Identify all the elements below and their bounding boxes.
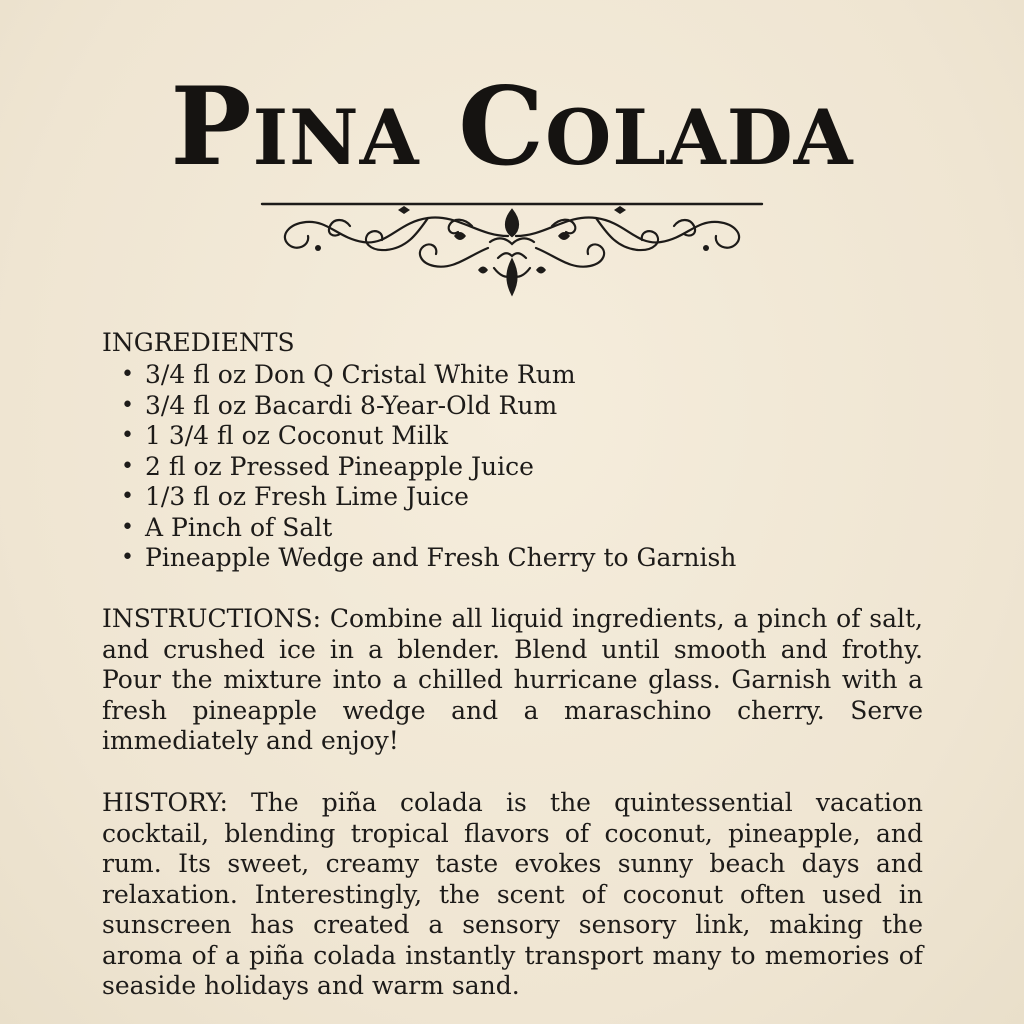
bullet-icon: • [121,423,134,448]
ingredient-text: 1 3/4 fl oz Coconut Milk [145,421,448,450]
ingredient-text: A Pinch of Salt [145,512,333,542]
list-item [102,513,736,544]
ingredients-heading: INGREDIENTS [102,328,295,357]
list-item [102,421,736,452]
ingredient-text: 3/4 fl oz Don Q Cristal White Rum [145,360,576,389]
list-item [102,360,736,391]
list-item [102,391,736,422]
ingredient-text: Pineapple Wedge and Fresh Cherry to Garnish [145,543,737,572]
bullet-icon: • [121,484,134,509]
ingredients-list [102,360,736,574]
ingredient-text: 1/3 fl oz Fresh Lime Juice [145,482,469,511]
ingredient-text: 2 fl oz Pressed Pineapple Juice [145,451,534,481]
bullet-icon: • [121,392,134,418]
bullet-icon: • [121,514,134,540]
list-item [102,482,736,513]
bullet-icon: • [121,453,134,479]
flourish-divider-icon [258,196,766,300]
bullet-icon: • [121,362,134,387]
instructions-paragraph: INSTRUCTIONS: Combine all liquid ingredients, a pinch of salt, and crushed ice in a blender. Blend until smooth and frothy. Pour the mixture into a chilled hurricane glass. Garnish with a fresh pineapple wedge and a maraschino cherry. Serve immediately and enjoy! [102,604,923,755]
list-item [102,543,736,574]
list-item [102,452,736,483]
bullet-icon: • [121,545,134,570]
history-paragraph: HISTORY: The piña colada is the quintessential vacation cocktail, blending tropical flavors of coconut, pineapple, and rum. Its sweet, creamy taste evokes sunny beach days and relaxation. Interestingly, the scent of coconut often used in sunscreen has created a sensory sensory link, making the aroma of a piña colada instantly transport many to memories of seaside holidays and warm sand. [102,788,923,1000]
page-title: Pina Colada [170,64,854,190]
ingredient-text: 3/4 fl oz Bacardi 8-Year-Old Rum [145,390,558,420]
